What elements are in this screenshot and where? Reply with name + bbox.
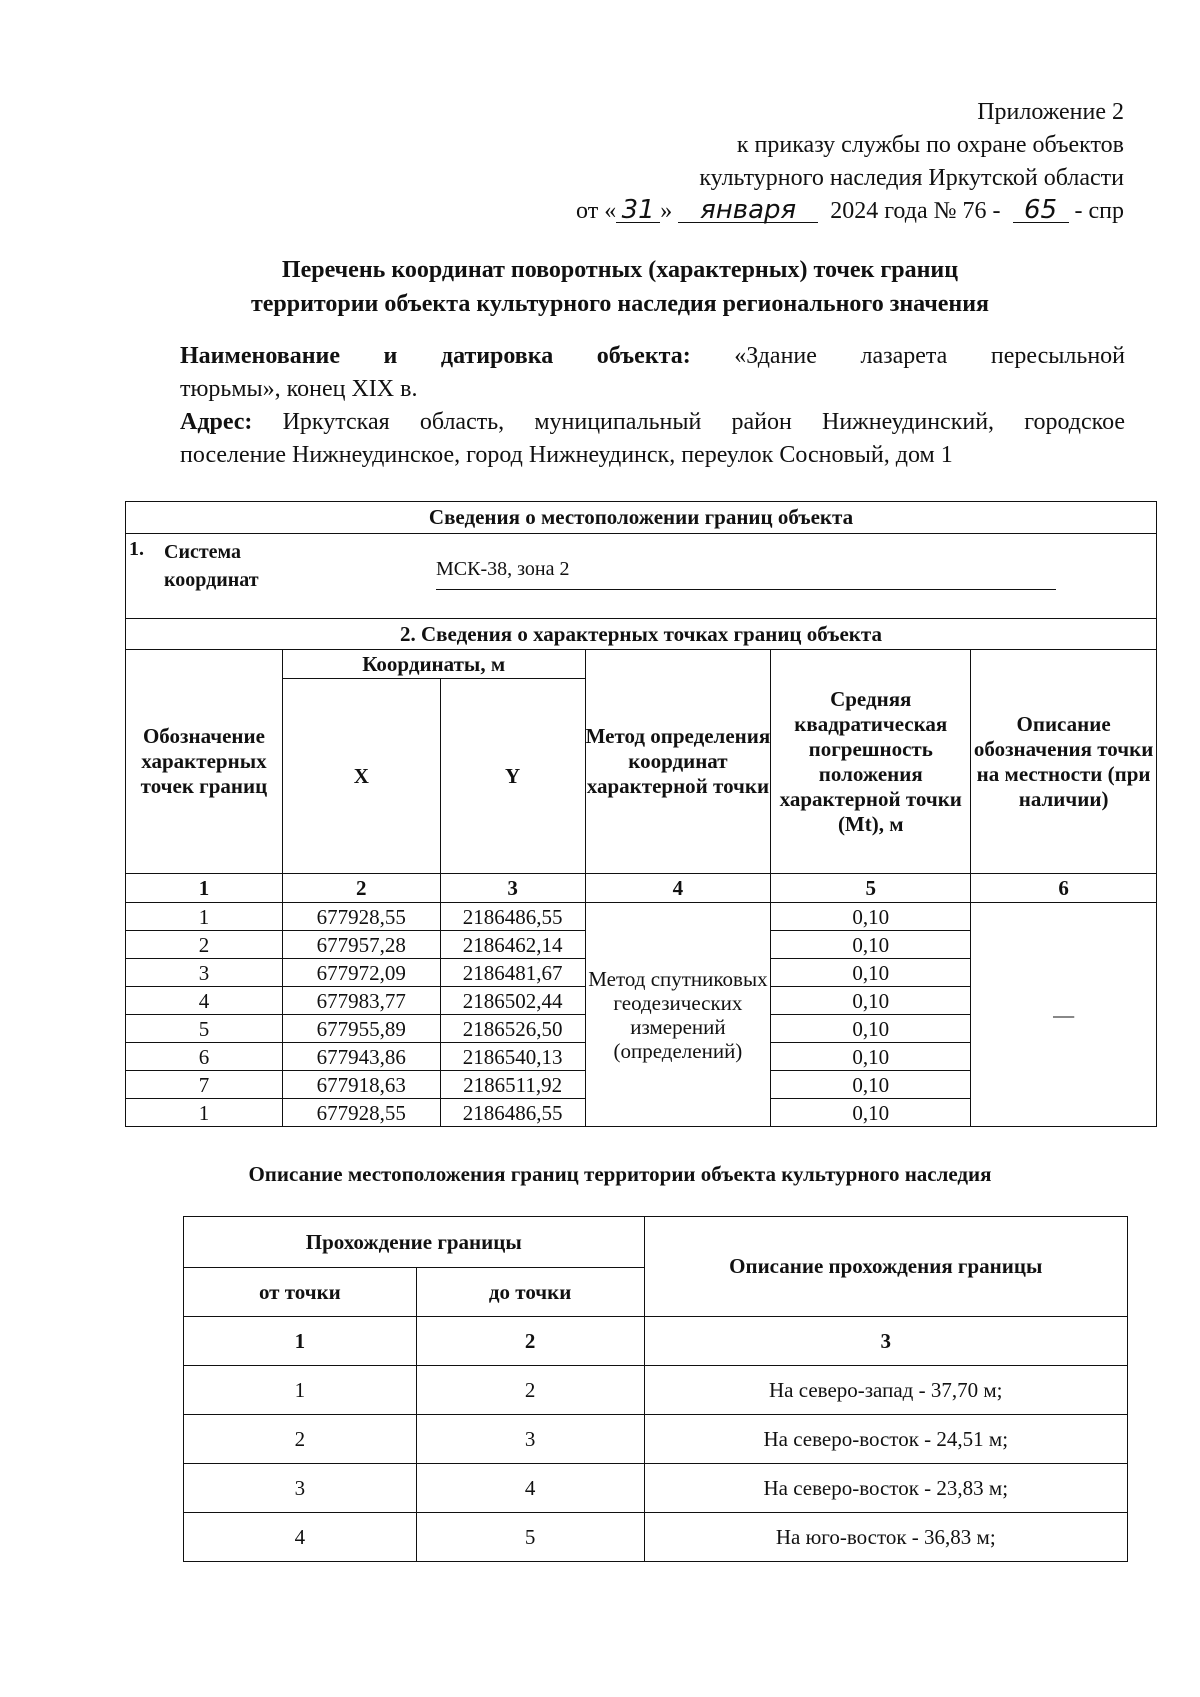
error-cell: 0,10: [771, 959, 971, 987]
point-cell: 7: [126, 1071, 283, 1099]
section-title-row: [126, 502, 1157, 534]
coordinates-table: [125, 501, 1157, 1127]
table-row: [126, 903, 1157, 931]
column-numbers-row: [126, 874, 1157, 903]
object-name-value-1: «Здание лазарета пересыльной: [734, 343, 1126, 369]
col-error: Средняя квадратическая погрешность положения характерной точки (Mt), м: [771, 650, 971, 874]
table-row: [184, 1464, 1128, 1513]
issuing-authority: культурного наследия Иркутской области: [699, 165, 1124, 191]
y-cell: 2186502,44: [440, 987, 585, 1015]
coordinate-system-row: [126, 534, 1157, 619]
y-cell: 2186481,67: [440, 959, 585, 987]
from-cell: 4: [184, 1513, 417, 1562]
col-num: 5: [771, 874, 971, 903]
appendix-label: Приложение 2: [977, 99, 1124, 125]
section-title: Сведения о местоположении границ объекта: [126, 502, 1157, 534]
address-line-2: поселение Нижнеудинское, город Нижнеудинск, переулок Сосновый, дом 1: [180, 442, 953, 468]
section2-title-row: [126, 619, 1157, 650]
address-line-1: [180, 406, 1125, 439]
object-info: [180, 340, 1125, 472]
order-date-line: [576, 195, 1124, 228]
document-header: [576, 96, 1124, 228]
object-name-label: Наименование и датировка объекта:: [180, 343, 691, 369]
to-cell: 2: [416, 1366, 644, 1415]
point-cell: 5: [126, 1015, 283, 1043]
point-cell: 1: [126, 903, 283, 931]
date-prefix: от «: [576, 198, 617, 224]
col-num: 2: [282, 874, 440, 903]
col-num: 1: [126, 874, 283, 903]
x-cell: 677983,77: [282, 987, 440, 1015]
coordinate-system-cell: [126, 534, 1157, 619]
title-line-2: территории объекта культурного наследия регионального значения: [250, 291, 990, 317]
col-num: 2: [416, 1317, 644, 1366]
error-cell: 0,10: [771, 1015, 971, 1043]
point-cell: 4: [126, 987, 283, 1015]
y-cell: 2186540,13: [440, 1043, 585, 1071]
x-cell: 677928,55: [282, 1099, 440, 1127]
to-cell: 5: [416, 1513, 644, 1562]
object-name-line-2: тюрьмы», конец XIX в.: [180, 376, 418, 402]
handwritten-order-number: 65: [1013, 198, 1069, 223]
table-row: [184, 1513, 1128, 1562]
col-passage: Прохождение границы: [184, 1217, 645, 1268]
table-row: [184, 1366, 1128, 1415]
order-suffix: - спр: [1074, 198, 1124, 224]
passage-text-cell: На северо-запад - 37,70 м;: [644, 1366, 1128, 1415]
error-cell: 0,10: [771, 931, 971, 959]
col-num: 1: [184, 1317, 417, 1366]
passage-text-cell: На северо-восток - 24,51 м;: [644, 1415, 1128, 1464]
y-cell: 2186486,55: [440, 1099, 585, 1127]
x-cell: 677972,09: [282, 959, 440, 987]
section2-title: 2. Сведения о характерных точках границ объекта: [126, 619, 1157, 650]
point-cell: 1: [126, 1099, 283, 1127]
passage-text-cell: На юго-восток - 36,83 м;: [644, 1513, 1128, 1562]
col-x: X: [282, 679, 440, 874]
document-title: [120, 253, 1120, 321]
year-and-number: 2024 года № 76 -: [830, 198, 1001, 224]
object-name-line-1: [180, 340, 1125, 373]
date-mid: »: [660, 198, 673, 224]
error-cell: 0,10: [771, 1071, 971, 1099]
y-cell: 2186526,50: [440, 1015, 585, 1043]
col-num: 3: [440, 874, 585, 903]
col-from: от точки: [184, 1268, 417, 1317]
order-reference: к приказу службы по охране объектов: [736, 132, 1124, 158]
error-cell: 0,10: [771, 1099, 971, 1127]
system-number: 1.: [129, 538, 144, 560]
to-cell: 3: [416, 1415, 644, 1464]
x-cell: 677918,63: [282, 1071, 440, 1099]
table-row: [184, 1415, 1128, 1464]
col-passage-description: Описание прохождения границы: [644, 1217, 1128, 1317]
desc-column-numbers-row: [184, 1317, 1128, 1366]
from-cell: 1: [184, 1366, 417, 1415]
point-cell: 3: [126, 959, 283, 987]
system-label-2: координат: [164, 569, 259, 591]
error-cell: 0,10: [771, 1043, 971, 1071]
col-coords: Координаты, м: [282, 650, 585, 679]
system-value: МСК-38, зона 2: [436, 558, 1056, 590]
x-cell: 677955,89: [282, 1015, 440, 1043]
address-value-1: Иркутская область, муниципальный район Нижнеудинский, городское: [282, 409, 1126, 435]
passage-text-cell: На северо-восток - 23,83 м;: [644, 1464, 1128, 1513]
col-designation: Обозначение характерных точек границ: [126, 650, 283, 874]
y-cell: 2186462,14: [440, 931, 585, 959]
description-section-title: Описание местоположения границ территории объекта культурного наследия: [248, 1162, 992, 1186]
x-cell: 677928,55: [282, 903, 440, 931]
col-y: Y: [440, 679, 585, 874]
boundary-description-table: [183, 1216, 1128, 1562]
y-cell: 2186511,92: [440, 1071, 585, 1099]
header-row-1: [126, 650, 1157, 679]
error-cell: 0,10: [771, 903, 971, 931]
system-label: [164, 538, 259, 594]
from-cell: 2: [184, 1415, 417, 1464]
handwritten-day: 31: [616, 198, 660, 223]
handwritten-month: января: [678, 198, 818, 223]
col-description: Описание обозначения точки на местности (при наличии): [971, 650, 1157, 874]
y-cell: 2186486,55: [440, 903, 585, 931]
col-num: 4: [585, 874, 771, 903]
address-label: Адрес:: [180, 409, 253, 435]
col-num: 6: [971, 874, 1157, 903]
desc-header-row-1: [184, 1217, 1128, 1268]
error-cell: 0,10: [771, 987, 971, 1015]
x-cell: 677957,28: [282, 931, 440, 959]
to-cell: 4: [416, 1464, 644, 1513]
point-description-cell: —: [971, 903, 1157, 1127]
from-cell: 3: [184, 1464, 417, 1513]
point-cell: 6: [126, 1043, 283, 1071]
title-line-1: Перечень координат поворотных (характерных) точек границ: [281, 257, 959, 283]
point-cell: 2: [126, 931, 283, 959]
col-to: до точки: [416, 1268, 644, 1317]
system-label-1: Система: [164, 541, 242, 563]
method-cell: Метод спутниковых геодезических измерений (определений): [585, 903, 771, 1127]
col-method: Метод определения координат характерной точки: [585, 650, 771, 874]
x-cell: 677943,86: [282, 1043, 440, 1071]
col-num: 3: [644, 1317, 1128, 1366]
